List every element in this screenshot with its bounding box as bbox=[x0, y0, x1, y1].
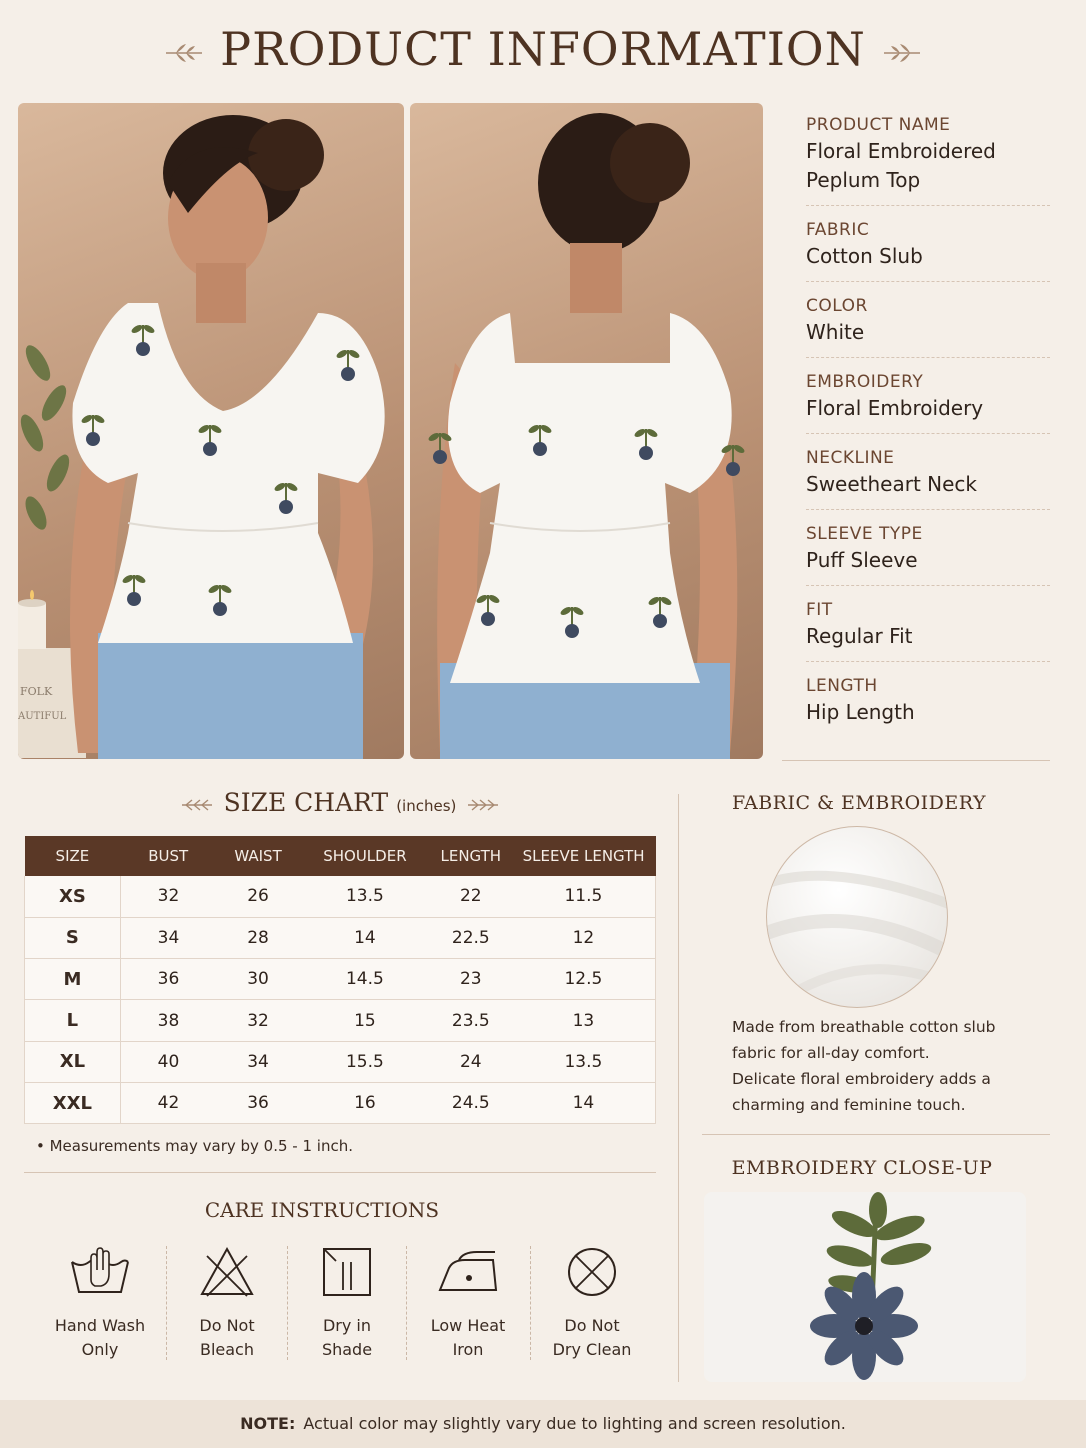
product-photo-front bbox=[18, 103, 404, 759]
page-title bbox=[0, 22, 1086, 76]
shoulder-cell: 14.5 bbox=[300, 959, 430, 1000]
fabric-description bbox=[732, 1014, 1032, 1118]
shoulder-cell: 16 bbox=[300, 1082, 430, 1123]
shoulder-cell: 13.5 bbox=[300, 876, 430, 917]
table-row bbox=[25, 1041, 656, 1082]
do-not-bleach-icon bbox=[199, 1246, 255, 1298]
right-sprig-icon bbox=[882, 41, 922, 65]
specs-divider bbox=[782, 760, 1050, 761]
bust-cell: 34 bbox=[120, 917, 216, 958]
sleeve-length-cell: 14 bbox=[512, 1082, 656, 1123]
table-row bbox=[25, 876, 656, 917]
size-chart-table bbox=[24, 836, 656, 1124]
care-label-line2: Bleach bbox=[199, 1340, 254, 1359]
right-arrow-sprig-icon bbox=[466, 797, 500, 813]
spec-label: FIT bbox=[806, 600, 833, 620]
section-divider bbox=[678, 794, 679, 1382]
waist-cell: 28 bbox=[216, 917, 300, 958]
spec-label: PRODUCT NAME bbox=[806, 115, 951, 135]
waist-cell: 26 bbox=[216, 876, 300, 917]
spec-value: White bbox=[806, 320, 865, 344]
care-label-line2: Dry Clean bbox=[552, 1340, 632, 1359]
book-text-1: FOLK bbox=[20, 685, 53, 698]
care-instructions-title: CARE INSTRUCTIONS bbox=[204, 1198, 440, 1222]
care-item-do-not-bleach bbox=[167, 1240, 287, 1362]
shoulder-cell: 14 bbox=[300, 917, 430, 958]
care-label-line1: Dry in bbox=[322, 1316, 372, 1335]
care-item-hand-wash bbox=[40, 1240, 160, 1362]
fabric-swatch-image bbox=[766, 826, 948, 1008]
header-waist: WAIST bbox=[216, 836, 300, 876]
fabric-line: charming and feminine touch. bbox=[732, 1096, 966, 1114]
spec-label: NECKLINE bbox=[806, 448, 895, 468]
care-label bbox=[40, 1314, 160, 1362]
size-chart-title bbox=[24, 788, 656, 817]
hand-wash-icon bbox=[69, 1246, 131, 1298]
care-label-line2: Shade bbox=[321, 1340, 373, 1359]
spec-product-name bbox=[806, 113, 1050, 206]
care-item-do-not-dry-clean bbox=[532, 1240, 652, 1362]
size-cell: XS bbox=[25, 876, 121, 917]
left-arrow-sprig-icon bbox=[180, 797, 214, 813]
care-label-line1: Low Heat bbox=[430, 1316, 506, 1335]
care-label-line1: Hand Wash bbox=[54, 1316, 146, 1335]
fabric-line: fabric for all-day comfort. bbox=[732, 1044, 930, 1062]
spec-label: COLOR bbox=[806, 296, 868, 316]
header-length: LENGTH bbox=[430, 836, 512, 876]
embroidery-flower-illustration bbox=[704, 1192, 1026, 1382]
page-title-text: PRODUCT INFORMATION bbox=[220, 22, 866, 76]
spec-color bbox=[806, 294, 1050, 358]
bust-cell: 36 bbox=[120, 959, 216, 1000]
size-chart-header-row bbox=[25, 836, 656, 876]
spec-value: Regular Fit bbox=[806, 624, 913, 648]
care-item-low-heat-iron bbox=[408, 1240, 528, 1362]
footer-note bbox=[0, 1400, 1086, 1448]
length-cell: 24.5 bbox=[430, 1082, 512, 1123]
spec-value: Hip Length bbox=[806, 700, 915, 724]
low-heat-iron-icon bbox=[437, 1246, 499, 1298]
bust-cell: 40 bbox=[120, 1041, 216, 1082]
care-label-line2: Iron bbox=[452, 1340, 484, 1359]
size-cell: XXL bbox=[25, 1082, 121, 1123]
dry-in-shade-icon bbox=[321, 1246, 373, 1298]
product-photo-back bbox=[410, 103, 763, 759]
care-item-dry-in-shade bbox=[287, 1240, 407, 1362]
care-label-line2: Only bbox=[81, 1340, 119, 1359]
header-shoulder: SHOULDER bbox=[300, 836, 430, 876]
spec-value: Sweetheart Neck bbox=[806, 472, 978, 496]
size-cell: S bbox=[25, 917, 121, 958]
fabric-folds-illustration bbox=[767, 827, 948, 1008]
waist-cell: 32 bbox=[216, 1000, 300, 1041]
spec-embroidery bbox=[806, 370, 1050, 434]
table-row bbox=[25, 1000, 656, 1041]
footer-note-text: Actual color may slightly vary due to lighting and screen resolution. bbox=[303, 1414, 846, 1433]
footer-note-label: NOTE: bbox=[240, 1414, 296, 1433]
bust-cell: 38 bbox=[120, 1000, 216, 1041]
do-not-dry-clean-icon bbox=[565, 1246, 619, 1298]
table-row bbox=[25, 917, 656, 958]
sleeve-length-cell: 13 bbox=[512, 1000, 656, 1041]
bust-cell: 42 bbox=[120, 1082, 216, 1123]
embroidery-closeup-image bbox=[704, 1192, 1026, 1382]
table-row bbox=[25, 1082, 656, 1123]
sleeve-length-cell: 12 bbox=[512, 917, 656, 958]
spec-label: EMBROIDERY bbox=[806, 372, 924, 392]
fabric-line: Delicate floral embroidery adds a bbox=[732, 1070, 991, 1088]
shoulder-cell: 15 bbox=[300, 1000, 430, 1041]
sleeve-length-cell: 12.5 bbox=[512, 959, 656, 1000]
sleeve-length-cell: 11.5 bbox=[512, 876, 656, 917]
spec-value: Cotton Slub bbox=[806, 244, 923, 268]
care-label bbox=[287, 1314, 407, 1362]
spec-value: Puff Sleeve bbox=[806, 548, 918, 572]
care-label-line1: Do Not bbox=[199, 1316, 255, 1335]
spec-sleeve-type bbox=[806, 522, 1050, 586]
care-label bbox=[167, 1314, 287, 1362]
care-separator bbox=[530, 1246, 531, 1360]
length-cell: 22.5 bbox=[430, 917, 512, 958]
fabric-closeup-divider bbox=[702, 1134, 1050, 1135]
spec-value: Floral Embroidered Peplum Top bbox=[806, 139, 996, 192]
front-model-illustration bbox=[18, 103, 404, 759]
size-care-divider bbox=[24, 1172, 656, 1173]
length-cell: 23.5 bbox=[430, 1000, 512, 1041]
sleeve-length-cell: 13.5 bbox=[512, 1041, 656, 1082]
care-label bbox=[532, 1314, 652, 1362]
spec-value: Floral Embroidery bbox=[806, 396, 984, 420]
care-label-line1: Do Not bbox=[564, 1316, 620, 1335]
waist-cell: 34 bbox=[216, 1041, 300, 1082]
embroidery-closeup-title: EMBROIDERY CLOSE-UP bbox=[731, 1157, 993, 1179]
size-chart-unit: (inches) bbox=[396, 797, 457, 815]
shoulder-cell: 15.5 bbox=[300, 1041, 430, 1082]
left-sprig-icon bbox=[164, 41, 204, 65]
spec-label: LENGTH bbox=[806, 676, 878, 696]
header-bust: BUST bbox=[120, 836, 216, 876]
header-size: SIZE bbox=[25, 836, 121, 876]
size-chart-note: • Measurements may vary by 0.5 - 1 inch. bbox=[36, 1137, 353, 1155]
size-chart-title-text: SIZE CHART bbox=[223, 788, 389, 817]
back-model-illustration bbox=[410, 103, 763, 759]
waist-cell: 36 bbox=[216, 1082, 300, 1123]
size-cell: L bbox=[25, 1000, 121, 1041]
book-text-2: AUTIFUL bbox=[18, 711, 67, 722]
length-cell: 23 bbox=[430, 959, 512, 1000]
header-sleeve-length: SLEEVE LENGTH bbox=[512, 836, 656, 876]
bust-cell: 32 bbox=[120, 876, 216, 917]
product-specs bbox=[806, 113, 1050, 749]
spec-label: SLEEVE TYPE bbox=[806, 524, 923, 544]
spec-fabric bbox=[806, 218, 1050, 282]
size-cell: M bbox=[25, 959, 121, 1000]
spec-length bbox=[806, 674, 1050, 737]
spec-fit bbox=[806, 598, 1050, 662]
fabric-embroidery-title: FABRIC & EMBROIDERY bbox=[731, 792, 987, 814]
care-separator bbox=[406, 1246, 407, 1360]
waist-cell: 30 bbox=[216, 959, 300, 1000]
spec-label: FABRIC bbox=[806, 220, 870, 240]
spec-neckline bbox=[806, 446, 1050, 510]
length-cell: 22 bbox=[430, 876, 512, 917]
length-cell: 24 bbox=[430, 1041, 512, 1082]
care-label bbox=[408, 1314, 528, 1362]
size-cell: XL bbox=[25, 1041, 121, 1082]
fabric-line: Made from breathable cotton slub bbox=[732, 1018, 996, 1036]
table-row bbox=[25, 959, 656, 1000]
